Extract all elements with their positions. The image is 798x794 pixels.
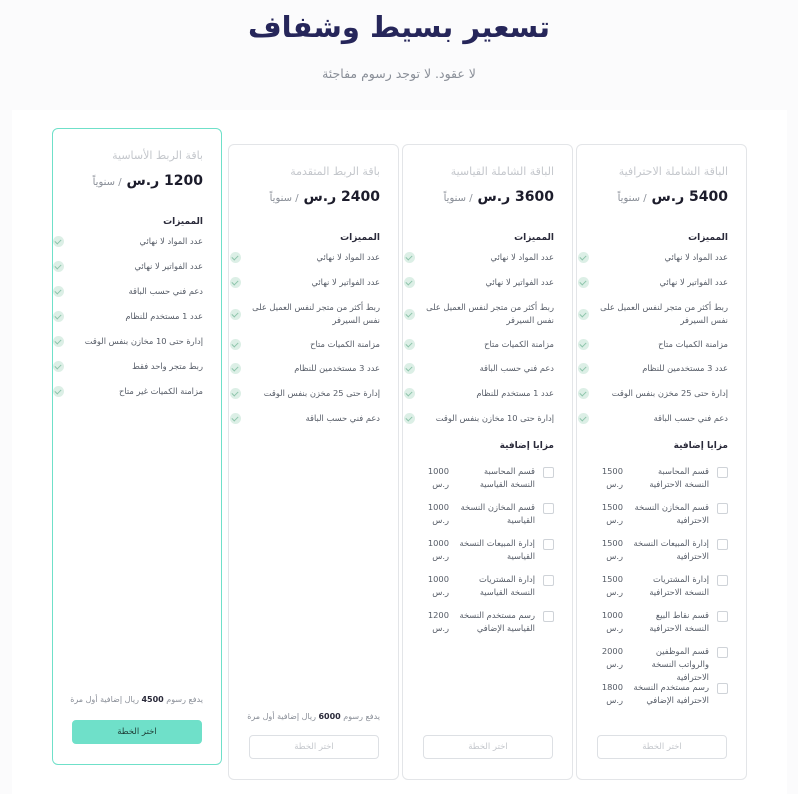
addon-item[interactable] bbox=[578, 573, 728, 599]
setup-prefix: يدفع رسوم bbox=[166, 695, 203, 704]
addon-price: 1500 ر.س bbox=[601, 538, 623, 561]
choose-plan-button[interactable]: اختر الخطة bbox=[423, 735, 553, 759]
feature-item bbox=[230, 301, 380, 327]
addon-item[interactable] bbox=[404, 501, 554, 527]
addon-checkbox[interactable] bbox=[543, 539, 554, 550]
plan-card bbox=[228, 144, 399, 780]
feature-text: ربط متجر واحد فقط bbox=[132, 361, 203, 371]
addon-checkbox[interactable] bbox=[717, 683, 728, 694]
feature-item bbox=[53, 360, 203, 373]
setup-suffix: ريال إضافية أول مرة bbox=[70, 695, 139, 704]
check-icon bbox=[578, 252, 589, 263]
feature-item bbox=[230, 387, 380, 400]
feature-item bbox=[404, 338, 554, 351]
feature-text: مزامنة الكميات متاح bbox=[658, 339, 728, 349]
addon-item[interactable] bbox=[578, 465, 728, 491]
feature-item bbox=[578, 412, 728, 425]
feature-text: إدارة حتى 10 مخازن بنفس الوقت bbox=[435, 413, 554, 423]
addons-title: مزايا إضافية bbox=[673, 441, 728, 451]
feature-text: دعم فني حسب الباقة bbox=[128, 286, 203, 296]
page-title: تسعير بسيط وشفاف bbox=[247, 10, 551, 44]
check-icon bbox=[404, 339, 415, 350]
plan-price bbox=[444, 189, 554, 205]
plan-card bbox=[52, 128, 222, 765]
check-icon bbox=[53, 236, 64, 247]
addon-checkbox[interactable] bbox=[543, 611, 554, 622]
addon-checkbox[interactable] bbox=[717, 611, 728, 622]
check-icon bbox=[578, 309, 589, 320]
price-value: 3600 ر.س bbox=[477, 189, 554, 205]
addon-name: قسم الموظفين والرواتب النسخة الاحترافية bbox=[651, 646, 709, 682]
check-icon bbox=[578, 363, 589, 374]
plan-price bbox=[93, 173, 203, 189]
feature-text: مزامنة الكميات متاح bbox=[310, 339, 380, 349]
feature-text: ربط أكثر من متجر لنفس العميل على نفس السيرفر bbox=[252, 302, 380, 325]
check-icon bbox=[230, 277, 241, 288]
check-icon bbox=[578, 388, 589, 399]
check-icon bbox=[404, 388, 415, 399]
feature-item bbox=[404, 251, 554, 264]
addon-price: 1000 ر.س bbox=[427, 538, 449, 561]
addon-item[interactable] bbox=[404, 537, 554, 563]
plan-price bbox=[618, 189, 728, 205]
feature-text: دعم فني حسب الباقة bbox=[305, 413, 380, 423]
feature-item bbox=[230, 362, 380, 375]
addon-checkbox[interactable] bbox=[717, 467, 728, 478]
price-period: / سنوياً bbox=[617, 193, 647, 204]
page-subtitle: لا عقود. لا توجد رسوم مفاجئة bbox=[322, 66, 476, 81]
check-icon bbox=[404, 309, 415, 320]
addon-checkbox[interactable] bbox=[717, 575, 728, 586]
check-icon bbox=[404, 252, 415, 263]
check-icon bbox=[53, 361, 64, 372]
feature-text: عدد 1 مستخدم للنظام bbox=[125, 311, 203, 321]
addon-item[interactable] bbox=[578, 681, 728, 707]
addon-price: 1000 ر.س bbox=[427, 574, 449, 597]
addon-checkbox[interactable] bbox=[717, 503, 728, 514]
feature-text: عدد المواد لا نهائي bbox=[316, 252, 380, 262]
feature-item bbox=[53, 310, 203, 323]
check-icon bbox=[230, 413, 241, 424]
plan-name: الباقة الشاملة الاحترافية bbox=[618, 165, 728, 178]
addons-title: مزايا إضافية bbox=[499, 441, 554, 451]
addon-item[interactable] bbox=[578, 501, 728, 527]
addon-price: 1500 ر.س bbox=[601, 466, 623, 489]
feature-text: عدد 3 مستخدمين للنظام bbox=[294, 363, 380, 373]
addon-price: 1500 ر.س bbox=[601, 502, 623, 525]
feature-item bbox=[230, 412, 380, 425]
features-title: المميزات bbox=[163, 217, 203, 227]
plan-card bbox=[576, 144, 747, 780]
feature-text: ربط أكثر من متجر لنفس العميل على نفس السيرفر bbox=[600, 302, 728, 325]
addon-item[interactable] bbox=[578, 537, 728, 563]
feature-text: عدد المواد لا نهائي bbox=[490, 252, 554, 262]
feature-item bbox=[53, 385, 203, 398]
addon-name: إدارة المبيعات النسخة الاحترافية bbox=[633, 538, 709, 561]
addon-price: 1500 ر.س bbox=[601, 574, 623, 597]
feature-item bbox=[53, 285, 203, 298]
addon-checkbox[interactable] bbox=[717, 647, 728, 658]
feature-text: مزامنة الكميات متاح bbox=[484, 339, 554, 349]
feature-item bbox=[578, 301, 728, 327]
feature-item bbox=[53, 235, 203, 248]
addon-item[interactable] bbox=[404, 609, 554, 635]
feature-text: عدد المواد لا نهائي bbox=[664, 252, 728, 262]
addon-name: إدارة المبيعات النسخة القياسية bbox=[459, 538, 535, 561]
check-icon bbox=[53, 311, 64, 322]
plan-name: الباقة الشاملة القياسية bbox=[450, 165, 554, 178]
addon-price: 1200 ر.س bbox=[427, 610, 449, 633]
setup-prefix: يدفع رسوم bbox=[343, 712, 380, 721]
price-value: 5400 ر.س bbox=[651, 189, 728, 205]
addon-item[interactable] bbox=[404, 465, 554, 491]
plan-price bbox=[270, 189, 380, 205]
feature-item bbox=[404, 301, 554, 327]
check-icon bbox=[404, 277, 415, 288]
feature-text: دعم فني حسب الباقة bbox=[479, 363, 554, 373]
feature-item bbox=[404, 276, 554, 289]
choose-plan-button[interactable]: اختر الخطة bbox=[249, 735, 379, 759]
check-icon bbox=[53, 286, 64, 297]
addon-name: إدارة المشتريات النسخة الاحترافية bbox=[649, 574, 709, 597]
feature-text: عدد الفواتير لا نهائي bbox=[134, 261, 203, 271]
addon-name: قسم المخازن النسخة الاحترافية bbox=[634, 502, 709, 525]
features-title: المميزات bbox=[340, 233, 380, 243]
setup-fee-note bbox=[70, 695, 203, 704]
addon-name: رسم مستخدم النسخة القياسية الإضافي bbox=[459, 610, 535, 633]
feature-text: عدد 3 مستخدمين للنظام bbox=[642, 363, 728, 373]
feature-item bbox=[578, 251, 728, 264]
check-icon bbox=[53, 261, 64, 272]
feature-text: عدد الفواتير لا نهائي bbox=[311, 277, 380, 287]
plan-card bbox=[402, 144, 573, 780]
feature-item bbox=[230, 251, 380, 264]
feature-item bbox=[53, 335, 203, 348]
check-icon bbox=[53, 336, 64, 347]
setup-fee-note bbox=[247, 712, 380, 721]
addon-price: 2000 ر.س bbox=[601, 646, 623, 669]
feature-item bbox=[404, 362, 554, 375]
feature-text: إدارة حتى 25 مخزن بنفس الوقت bbox=[611, 388, 728, 398]
price-period: / سنوياً bbox=[269, 193, 299, 204]
feature-item bbox=[578, 276, 728, 289]
feature-text: مزامنة الكميات غير متاح bbox=[119, 386, 203, 396]
check-icon bbox=[230, 309, 241, 320]
check-icon bbox=[404, 413, 415, 424]
addon-name: قسم المخازن النسخة القياسية bbox=[460, 502, 535, 525]
feature-text: ربط أكثر من متجر لنفس العميل على نفس السيرفر bbox=[426, 302, 554, 325]
addon-item[interactable] bbox=[578, 609, 728, 635]
price-period: / سنوياً bbox=[443, 193, 473, 204]
feature-item bbox=[53, 260, 203, 273]
check-icon bbox=[230, 363, 241, 374]
addon-name: قسم المحاسبة النسخة الاحترافية bbox=[649, 466, 709, 489]
feature-item bbox=[578, 387, 728, 400]
setup-suffix: ريال إضافية أول مرة bbox=[247, 712, 316, 721]
check-icon bbox=[53, 386, 64, 397]
addon-price: 1000 ر.س bbox=[601, 610, 623, 633]
features-title: المميزات bbox=[688, 233, 728, 243]
addon-price: 1000 ر.س bbox=[427, 502, 449, 525]
feature-item bbox=[578, 338, 728, 351]
addon-name: قسم المحاسبة النسخة القياسية bbox=[479, 466, 535, 489]
feature-item bbox=[230, 276, 380, 289]
feature-text: إدارة حتى 25 مخزن بنفس الوقت bbox=[263, 388, 380, 398]
choose-plan-button[interactable]: اختر الخطة bbox=[597, 735, 727, 759]
setup-amount: 6000 bbox=[318, 712, 341, 721]
check-icon bbox=[230, 252, 241, 263]
price-period: / سنوياً bbox=[92, 177, 122, 188]
addon-price: 1800 ر.س bbox=[601, 682, 623, 705]
feature-item bbox=[404, 412, 554, 425]
check-icon bbox=[404, 363, 415, 374]
addon-item[interactable] bbox=[404, 573, 554, 599]
features-title: المميزات bbox=[514, 233, 554, 243]
addon-checkbox[interactable] bbox=[543, 575, 554, 586]
plan-name: باقة الربط الأساسية bbox=[112, 149, 203, 162]
check-icon bbox=[578, 277, 589, 288]
feature-item bbox=[578, 362, 728, 375]
check-icon bbox=[578, 413, 589, 424]
addon-price: 1000 ر.س bbox=[427, 466, 449, 489]
addon-checkbox[interactable] bbox=[543, 467, 554, 478]
addon-item[interactable] bbox=[578, 645, 728, 684]
check-icon bbox=[230, 339, 241, 350]
check-icon bbox=[578, 339, 589, 350]
addon-checkbox[interactable] bbox=[717, 539, 728, 550]
setup-amount: 4500 bbox=[141, 695, 164, 704]
addon-name: رسم مستخدم النسخة الاحترافية الإضافي bbox=[633, 682, 709, 705]
feature-text: إدارة حتى 10 مخازن بنفس الوقت bbox=[84, 336, 203, 346]
check-icon bbox=[230, 388, 241, 399]
addon-name: إدارة المشتريات النسخة القياسية bbox=[478, 574, 535, 597]
price-value: 2400 ر.س bbox=[303, 189, 380, 205]
price-value: 1200 ر.س bbox=[126, 173, 203, 189]
feature-text: دعم فني حسب الباقة bbox=[653, 413, 728, 423]
feature-text: عدد الفواتير لا نهائي bbox=[485, 277, 554, 287]
feature-item bbox=[404, 387, 554, 400]
addon-checkbox[interactable] bbox=[543, 503, 554, 514]
feature-text: عدد الفواتير لا نهائي bbox=[659, 277, 728, 287]
feature-text: عدد المواد لا نهائي bbox=[139, 236, 203, 246]
feature-item bbox=[230, 338, 380, 351]
plan-name: باقة الربط المتقدمة bbox=[290, 165, 380, 178]
choose-plan-button[interactable]: اختر الخطة bbox=[72, 720, 202, 744]
addon-name: قسم نقاط البيع النسخة الاحترافية bbox=[649, 610, 709, 633]
feature-text: عدد 1 مستخدم للنظام bbox=[476, 388, 554, 398]
